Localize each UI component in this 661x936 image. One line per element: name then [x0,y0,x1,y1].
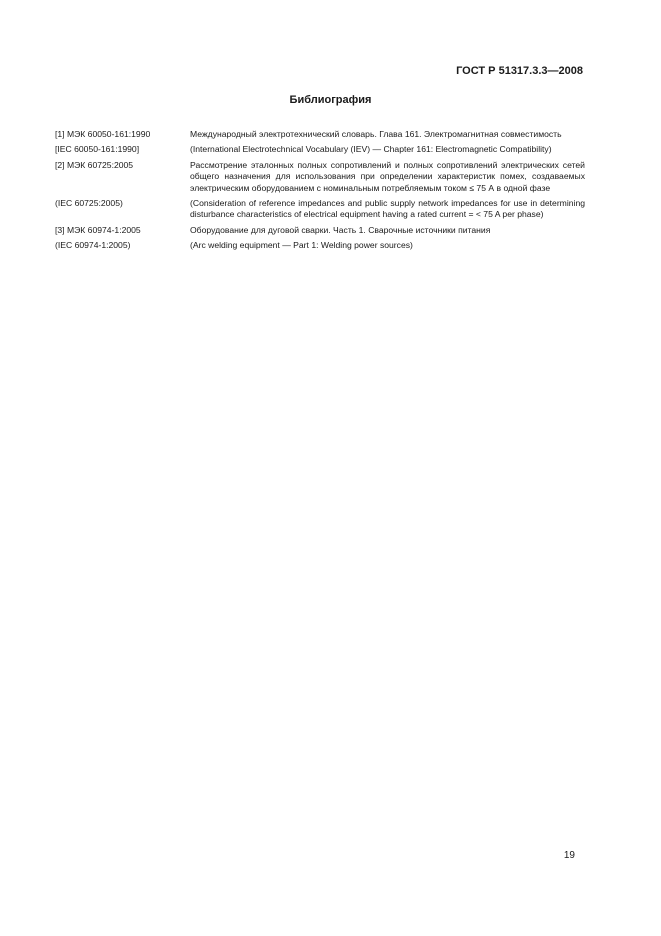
bibliography-entry [55,225,585,236]
page-number: 19 [563,850,575,861]
entry-description: Международный электротехнический словарь. Глава 161. Электромагнитная совместимость [190,129,562,139]
bibliography-entry [55,198,585,221]
entry-reference: [IEC 60050-161:1990] [55,144,140,155]
entry-reference: [3] МЭК 60974-1:2005 [55,224,141,235]
entry-reference: [2] МЭК 60725:2005 [55,159,134,170]
bibliography-entry [55,240,585,251]
entry-description: Рассмотрение эталонных полных сопротивлений и полных сопротивлений электрических сетей общего назначения для использования при определении характеристик помех, создаваемых электрическим оборудованием с номинальным потребляемым током ≤ 75 А в одной фазе [190,159,585,193]
bibliography-entry [55,129,585,140]
entry-description: (International Electrotechnical Vocabulary (IEV) — Chapter 161: Electromagnetic Compatibility) [190,144,552,155]
entry-description: (Consideration of reference impedances and public supply network impedances for use in determining disturbance characteristics of electrical equipment having a rated current = < 75 A per phase) [190,198,585,220]
entry-description: Оборудование для дуговой сварки. Часть 1. Сварочные источники питания [190,224,491,235]
entry-reference: (IEC 60974-1:2005) [55,240,131,251]
entry-reference: [1] МЭК 60050-161:1990 [55,129,151,139]
bibliography-entry [55,144,585,155]
bibliography-list [55,129,585,256]
bibliography-entry [55,160,585,194]
entry-description: (Arc welding equipment — Part 1: Welding power sources) [190,240,413,251]
section-title: Библиография [289,94,372,106]
document-code: ГОСТ Р 51317.3.3—2008 [456,65,583,77]
entry-reference: (IEC 60725:2005) [55,198,123,209]
